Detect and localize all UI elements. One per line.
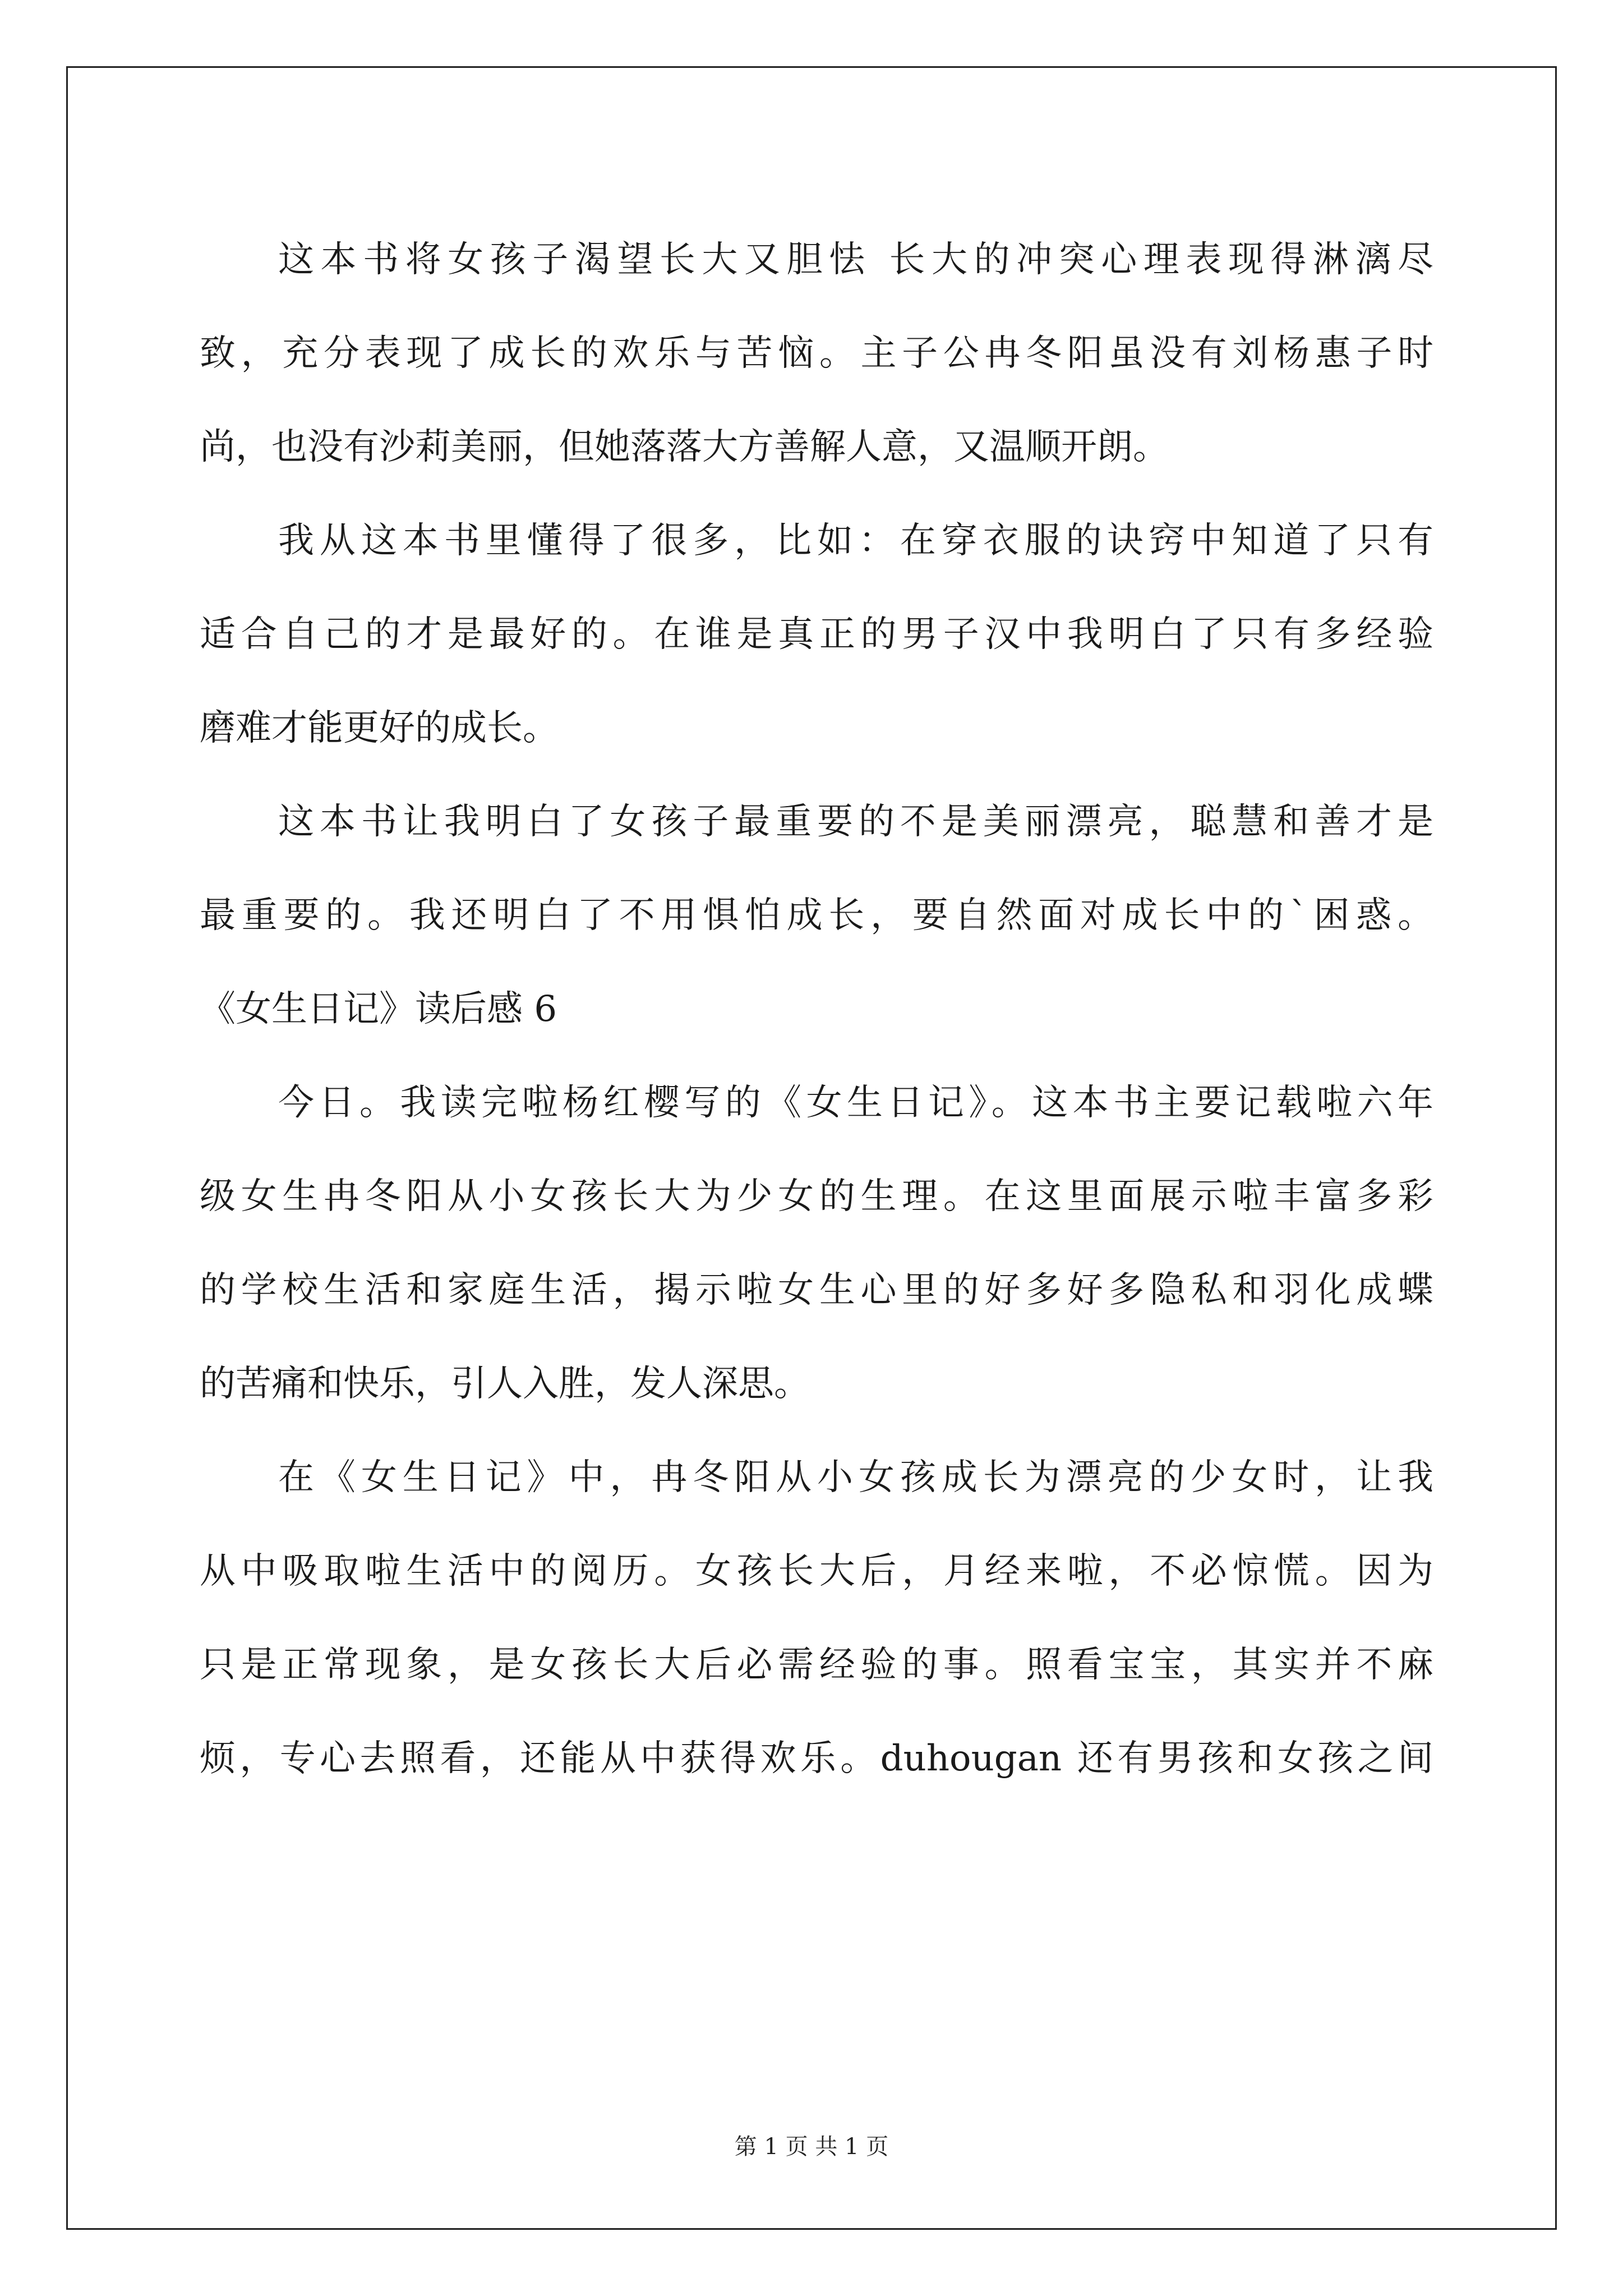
text-line: 级女生冉冬阳从小女孩长大为少女的生理。在这里面展示啦丰富多彩 [200,1176,1433,1217]
text-line: 适合自己的才是最好的。在谁是真正的男子汉中我明白了只有多经验 [200,614,1433,655]
page-footer: 第 1 页 共 1 页 [734,2134,889,2160]
text-line: 的苦痛和快乐，引人入胜，发人深思。 [200,1363,810,1405]
text-line: 的学校生活和家庭生活，揭示啦女生心里的好多好多隐私和羽化成蝶 [200,1269,1433,1311]
text-line: 磨难才能更好的成长。 [200,707,559,749]
text-line: 致，充分表现了成长的欢乐与苦恼。主子公冉冬阳虽没有刘杨惠子时 [200,333,1433,374]
text-line: 尚，也没有沙莉美丽，但她落落大方善解人意，又温顺开朗。 [200,426,1169,468]
text-line: 今日。我读完啦杨红樱写的《女生日记》。这本书主要记载啦六年 [278,1082,1433,1124]
document-body [200,213,1433,1806]
text-line: 从中吸取啦生活中的阅历。女孩长大后，月经来啦，不必惊慌。因为 [200,1550,1433,1592]
text-line: 在《女生日记》中，冉冬阳从小女孩成长为漂亮的少女时，让我 [278,1457,1433,1498]
text-line: 这本书将女孩子渴望长大又胆怯 长大的冲突心理表现得淋漓尽 [278,239,1433,280]
text-line: 我从这本书里懂得了很多，比如：在穿衣服的诀窍中知道了只有 [278,520,1433,562]
text-line: 这本书让我明白了女孩子最重要的不是美丽漂亮，聪慧和善才是 [278,801,1433,843]
section-heading: 《女生日记》读后感 6 [200,988,557,1030]
text-line: 烦，专心去照看，还能从中获得欢乐。duhougan 还有男孩和女孩之间 [200,1738,1433,1779]
text-line: 最重要的。我还明白了不用惧怕成长，要自然面对成长中的`困惑。 [200,895,1433,936]
text-line: 只是正常现象，是女孩长大后必需经验的事。照看宝宝，其实并不麻 [200,1644,1433,1686]
